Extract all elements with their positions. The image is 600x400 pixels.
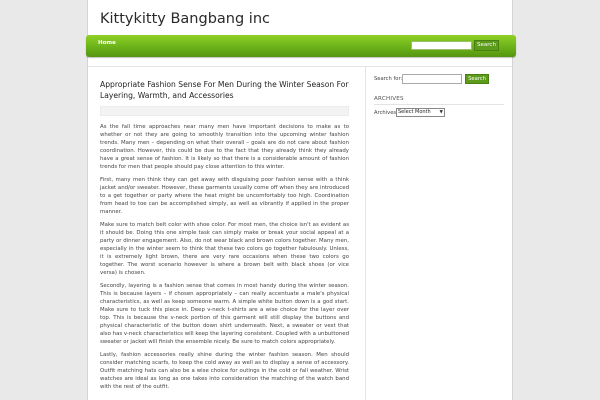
archives-label: Archives [374, 110, 397, 116]
main-navigation [86, 35, 516, 57]
sidebar-divider [365, 67, 366, 400]
sidebar-search [374, 73, 504, 87]
post-paragraph: First, many men think they can get away with disguising poor fashion sense with a think jacket and/or sweater. However, these garments usually come off when they are introduced to a get together or party where the heat might be uncomfortably too high. Coordination from head to toe can be accomplished simply, as well as vibrantly if applied in the proper manner. [100, 177, 349, 215]
header-search-input[interactable] [411, 41, 472, 50]
sidebar-search-label: Search for: [374, 76, 403, 82]
main-content [100, 80, 349, 396]
post-paragraph: As the fall time approaches near many men have important decisions to make as to whether or not they are going to smoothly transition into the upcoming winter fashion trends. Many men – depending on what their overall – goals are do not care about fashion coordination. However, this could be due to the fact that they already think they already have a great sense of fashion. It is likely so that there is a considerable amount of fashion trends for men that people should pay close attention to this winter. [100, 124, 349, 170]
archives-dropdown[interactable] [396, 108, 445, 117]
post-paragraph: Secondly, layering is a fashion sense that comes in most handy during the winter season. This is because layers – if chosen appropriately – can really accentuate a male's physical characteristics, as well as keep someone warm. A simple white button down is a god start. Make sure to tuck this piece in. Deep v-neck t-shirts are a wise choice for the layer over top. This is because the v-neck portion of this garment will still display the buttons and physical characteristic of the button down shirt underneath. Next, a sweater or vest that also has v-neck characteristics will keep the layering consistent. Coupled with a unbuttoned sweater or jacket will finish the ensemble nicely. Be sure to match colors appropriately. [100, 283, 349, 345]
sidebar-search-button[interactable]: Search [465, 74, 489, 84]
sidebar-search-input[interactable] [402, 74, 462, 84]
archives-row [374, 108, 504, 118]
header-divider [88, 66, 512, 67]
archives-dropdown-value: Select Month [398, 109, 431, 115]
page-container [87, 0, 513, 400]
header-search-button[interactable]: Search [474, 40, 499, 51]
post-body [100, 123, 349, 391]
nav-home-link[interactable]: Home [98, 40, 116, 46]
post-meta-bar [100, 106, 349, 116]
archives-heading: ARCHIVES [374, 96, 504, 105]
sidebar [374, 73, 504, 118]
post-title[interactable]: Appropriate Fashion Sense For Men During the Winter Season For Layering, Warmth, and Accessories [100, 80, 349, 100]
post-paragraph: Lastly, fashion accessories really shine during the winter fashion season. Men should consider matching scarfs, to keep the cold away as well as to display a sense of accessory. Outfit matching hats can also be a wise choice for outings in the cold or fall weather. Wrist watches are ideal as long as one takes into consideration the matching of the watch band with the rest of the outfit. [100, 352, 349, 390]
site-title[interactable]: Kittykitty Bangbang inc [100, 11, 270, 27]
post-paragraph: Make sure to match belt color with shoe color. For most men, the choice isn't as evident as it should be. Doing this one simple task can simply make or break your social appeal at a party or dinner engagement. Also, do not wear black and brown colors together. Many men, especially in the winter seem to think that these two colors go together fabulously. Unless, it is extremely light brown, there are very rare occasions when these two colors go together. The worst scenario however is where a brown belt with black shoes (or vice versa) is chosen. [100, 222, 349, 276]
chevron-down-icon: ▼ [439, 110, 443, 115]
